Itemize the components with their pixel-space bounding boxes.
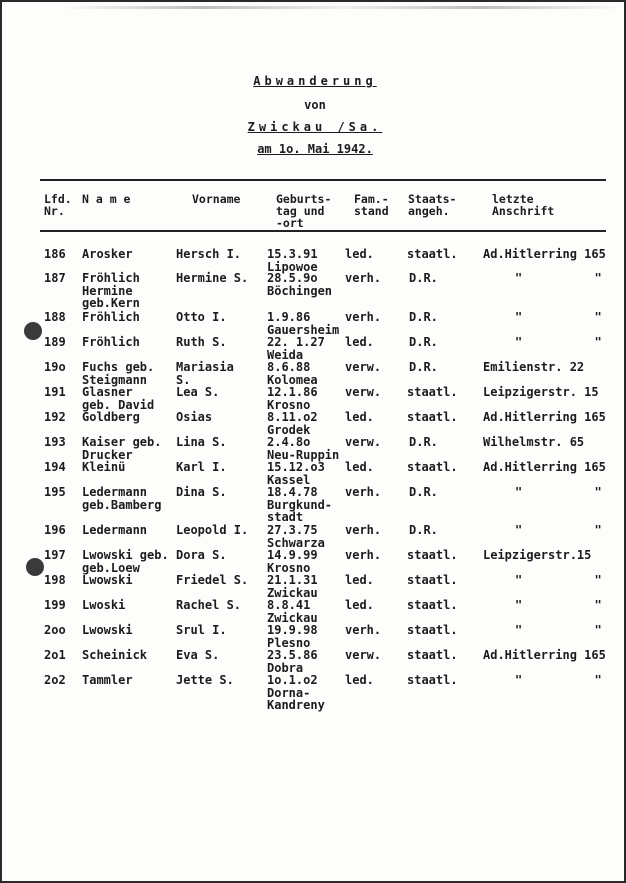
row-anschrift: " " [515,573,602,587]
row-famstand: verw. [345,385,382,399]
col-head-geburt: Geburts- tag und -ort [276,192,332,230]
row-staatsangeh: D.R. [409,485,438,499]
row-famstand: verh. [345,485,382,499]
row-nr: 192 [44,410,66,424]
row-anschrift: " " [515,523,602,537]
row-famstand: verh. [345,623,382,637]
row-anschrift: " " [515,310,602,324]
doc-city: Zwickau /Sa. [247,120,383,134]
row-vorname: Lea S. [176,385,220,399]
row-nr: 195 [44,485,66,499]
col-head-nr: Lfd. Nr. [44,192,72,218]
row-name: Goldberg [82,410,140,424]
row-geburt: 1o.1.o2 Dorna- Kandreny [267,673,325,712]
row-staatsangeh: staatl. [407,548,458,562]
row-geburt: 2.4.8o Neu-Ruppin [267,435,340,462]
row-staatsangeh: staatl. [407,673,458,687]
row-famstand: verh. [345,310,382,324]
row-nr: 191 [44,385,66,399]
row-nr: 19o [44,360,66,374]
row-nr: 198 [44,573,66,587]
row-nr: 2oo [44,623,66,637]
doc-von: von [304,98,326,112]
row-famstand: led. [345,598,374,612]
row-nr: 194 [44,460,66,474]
row-geburt: 28.5.9o Böchingen [267,271,333,298]
row-name: Lwowski [82,573,133,587]
row-vorname: Rachel S. [176,598,242,612]
row-anschrift: " " [515,623,602,637]
row-anschrift: Ad.Hitlerring 165 [483,460,606,474]
row-anschrift: Ad.Hitlerring 165 [483,410,606,424]
col-head-name: N a m e [82,192,131,206]
row-geburt: 8.11.o2 Grodek [267,410,318,437]
row-vorname: Leopold I. [176,523,249,537]
row-name: Lwoski [82,598,126,612]
scan-edge-mark [62,6,622,9]
row-anschrift: Ad.Hitlerring 165 [483,648,606,662]
row-vorname: Otto I. [176,310,227,324]
row-name: Lwowski geb. geb.Loew [82,548,169,575]
table-top-rule [40,179,606,181]
row-geburt: 19.9.98 Plesno [267,623,318,650]
row-staatsangeh: D.R. [409,360,438,374]
row-staatsangeh: D.R. [409,435,438,449]
row-geburt: 1.9.86 Gauersheim [267,310,340,337]
row-name: Tammler [82,673,133,687]
row-famstand: verh. [345,271,382,285]
row-geburt: 15.12.o3 Kassel [267,460,325,487]
row-famstand: verw. [345,360,382,374]
row-name: Ledermann [82,523,148,537]
row-vorname: Eva S. [176,648,220,662]
row-nr: 196 [44,523,66,537]
row-nr: 193 [44,435,66,449]
row-nr: 197 [44,548,66,562]
col-head-anschrift: letzte Anschrift [492,192,555,218]
row-famstand: led. [345,410,374,424]
row-staatsangeh: staatl. [407,623,458,637]
row-famstand: led. [345,573,374,587]
row-famstand: led. [345,673,374,687]
row-nr: 189 [44,335,66,349]
row-geburt: 22. 1.27 Weida [267,335,325,362]
col-head-staatsangeh: Staats- angeh. [408,192,457,218]
row-staatsangeh: staatl. [407,573,458,587]
row-geburt: 14.9.99 Krosno [267,548,318,575]
row-name: Ledermann geb.Bamberg [82,485,162,512]
row-vorname: Karl I. [176,460,227,474]
table-header-rule [40,230,606,232]
row-famstand: verh. [345,523,382,537]
doc-title: Abwanderung [253,74,377,88]
row-famstand: led. [345,460,374,474]
row-staatsangeh: staatl. [407,598,458,612]
row-vorname: Mariasia S. [176,360,234,387]
row-anschrift: " " [515,673,602,687]
row-anschrift: " " [515,485,602,499]
row-famstand: verw. [345,648,382,662]
row-anschrift: Emilienstr. 22 [483,360,585,374]
row-name: Fuchs geb. Steigmann [82,360,155,387]
row-anschrift: " " [515,271,602,285]
row-geburt: 8.6.88 Kolomea [267,360,318,387]
row-geburt: 15.3.91 Lipowoe [267,247,318,274]
row-anschrift: Ad.Hitlerring 165 [483,247,606,261]
row-famstand: led. [345,247,374,261]
row-nr: 186 [44,247,66,261]
row-vorname: Dora S. [176,548,227,562]
row-vorname: Hersch I. [176,247,242,261]
row-vorname: Srul I. [176,623,227,637]
row-name: Scheinick [82,648,148,662]
row-vorname: Osias [176,410,213,424]
row-anschrift: Leipzigerstr. 15 [483,385,599,399]
row-name: Kleinü [82,460,126,474]
row-famstand: verh. [345,548,382,562]
row-anschrift: " " [515,335,602,349]
row-geburt: 23.5.86 Dobra [267,648,318,675]
row-name: Fröhlich [82,335,140,349]
row-nr: 188 [44,310,66,324]
row-staatsangeh: staatl. [407,247,458,261]
punch-hole-top [24,322,42,340]
row-vorname: Jette S. [176,673,234,687]
col-head-vorname: Vorname [192,192,241,206]
row-staatsangeh: staatl. [407,648,458,662]
row-vorname: Dina S. [176,485,227,499]
row-staatsangeh: staatl. [407,410,458,424]
row-geburt: 12.1.86 Krosno [267,385,318,412]
row-geburt: 21.1.31 Zwickau [267,573,318,600]
row-anschrift: Leipzigerstr.15 [483,548,592,562]
row-staatsangeh: D.R. [409,523,438,537]
row-staatsangeh: staatl. [407,460,458,474]
doc-date: am 1o. Mai 1942. [257,142,373,156]
row-staatsangeh: staatl. [407,385,458,399]
row-vorname: Hermine S. [176,271,249,285]
row-name: Lwowski [82,623,133,637]
row-anschrift: Wilhelmstr. 65 [483,435,585,449]
row-staatsangeh: D.R. [409,335,438,349]
row-nr: 187 [44,271,66,285]
row-name: Arosker [82,247,133,261]
row-anschrift: " " [515,598,602,612]
row-famstand: led. [345,335,374,349]
row-vorname: Friedel S. [176,573,249,587]
row-staatsangeh: D.R. [409,271,438,285]
row-geburt: 27.3.75 Schwarza [267,523,325,550]
row-vorname: Lina S. [176,435,227,449]
punch-hole-bottom [26,558,44,576]
row-staatsangeh: D.R. [409,310,438,324]
row-geburt: 8.8.41 Zwickau [267,598,318,625]
row-name: Kaiser geb. Drucker [82,435,162,462]
row-name: Glasner geb. David [82,385,155,412]
row-nr: 2o2 [44,673,66,687]
row-vorname: Ruth S. [176,335,227,349]
col-head-famstand: Fam.- stand [354,192,389,218]
row-nr: 199 [44,598,66,612]
row-geburt: 18.4.78 Burgkund- stadt [267,485,333,524]
row-name: Fröhlich Hermine geb.Kern [82,271,140,310]
row-famstand: verw. [345,435,382,449]
row-name: Fröhlich [82,310,140,324]
row-nr: 2o1 [44,648,66,662]
